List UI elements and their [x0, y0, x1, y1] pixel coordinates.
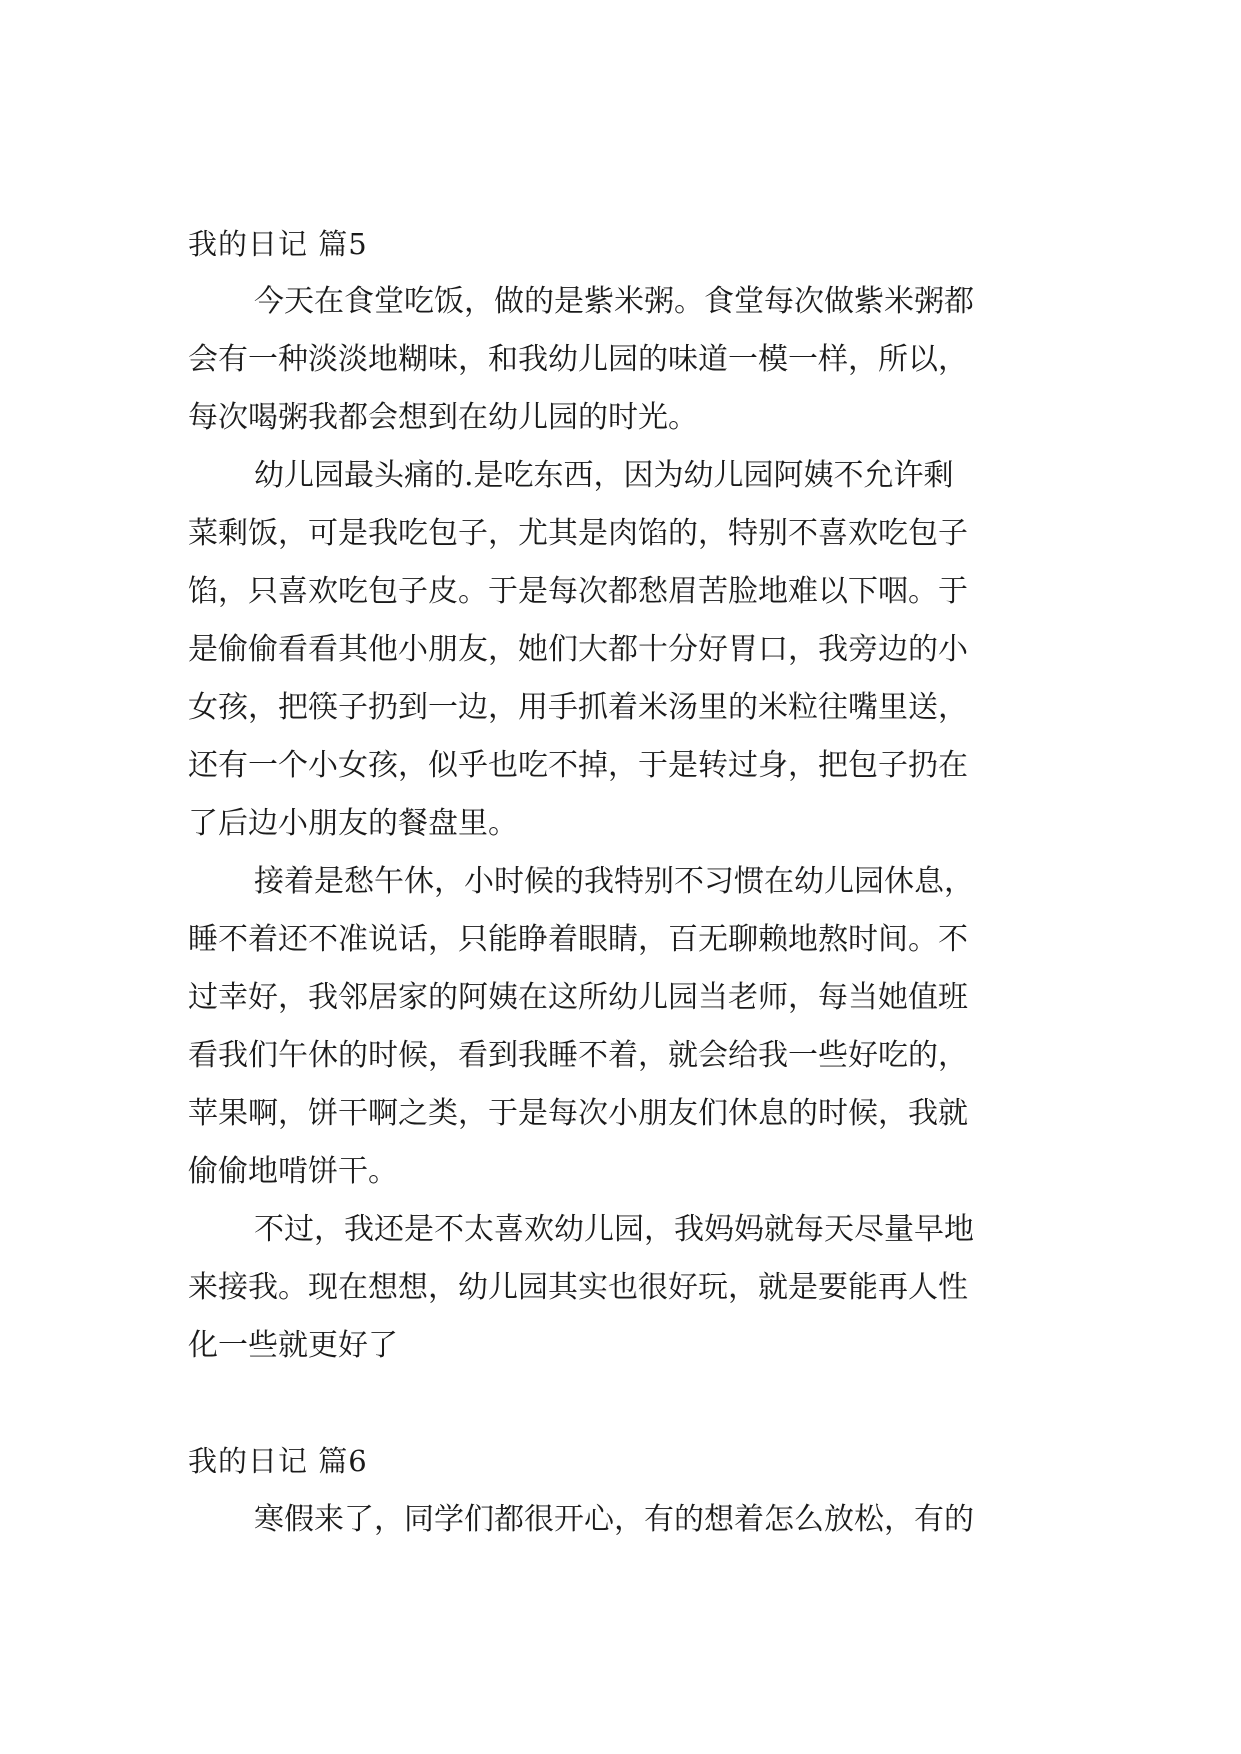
paragraph-line: 寒假来了，同学们都很开心，有的想着怎么放松，有的 — [254, 1502, 974, 1537]
paragraph-line: 接着是愁午休，小时候的我特别不习惯在幼儿园休息， — [254, 864, 974, 899]
paragraph-line: 了后边小朋友的餐盘里。 — [188, 806, 518, 841]
diary-heading-6: 我的日记 篇6 — [188, 1444, 368, 1478]
paragraph-line: 偷偷地啃饼干。 — [188, 1154, 398, 1189]
paragraph-line: 睡不着还不准说话，只能睁着眼睛，百无聊赖地熬时间。不 — [188, 922, 968, 957]
paragraph-line: 还有一个小女孩，似乎也吃不掉，于是转过身，把包子扔在 — [188, 748, 968, 783]
paragraph-line: 苹果啊，饼干啊之类，于是每次小朋友们休息的时候，我就 — [188, 1096, 968, 1131]
paragraph-line: 每次喝粥我都会想到在幼儿园的时光。 — [188, 400, 698, 435]
paragraph-line: 女孩，把筷子扔到一边，用手抓着米汤里的米粒往嘴里送， — [188, 690, 968, 725]
paragraph-line: 会有一种淡淡地糊味，和我幼儿园的味道一模一样，所以， — [188, 342, 968, 377]
diary-heading-5: 我的日记 篇5 — [188, 227, 368, 261]
paragraph-line: 化一些就更好了 — [188, 1328, 398, 1363]
paragraph-line: 不过，我还是不太喜欢幼儿园，我妈妈就每天尽量早地 — [254, 1212, 974, 1247]
paragraph-line: 馅，只喜欢吃包子皮。于是每次都愁眉苦脸地难以下咽。于 — [188, 574, 968, 609]
paragraph-line: 看我们午休的时候，看到我睡不着，就会给我一些好吃的， — [188, 1038, 968, 1073]
paragraph-line: 过幸好，我邻居家的阿姨在这所幼儿园当老师，每当她值班 — [188, 980, 968, 1015]
paragraph-line: 幼儿园最头痛的.是吃东西，因为幼儿园阿姨不允许剩 — [254, 458, 954, 493]
paragraph-line: 来接我。现在想想，幼儿园其实也很好玩，就是要能再人性 — [188, 1270, 968, 1305]
paragraph-line: 是偷偷看看其他小朋友，她们大都十分好胃口，我旁边的小 — [188, 632, 968, 667]
paragraph-line: 今天在食堂吃饭，做的是紫米粥。食堂每次做紫米粥都 — [254, 284, 974, 319]
paragraph-line: 菜剩饭，可是我吃包子，尤其是肉馅的，特别不喜欢吃包子 — [188, 516, 968, 551]
